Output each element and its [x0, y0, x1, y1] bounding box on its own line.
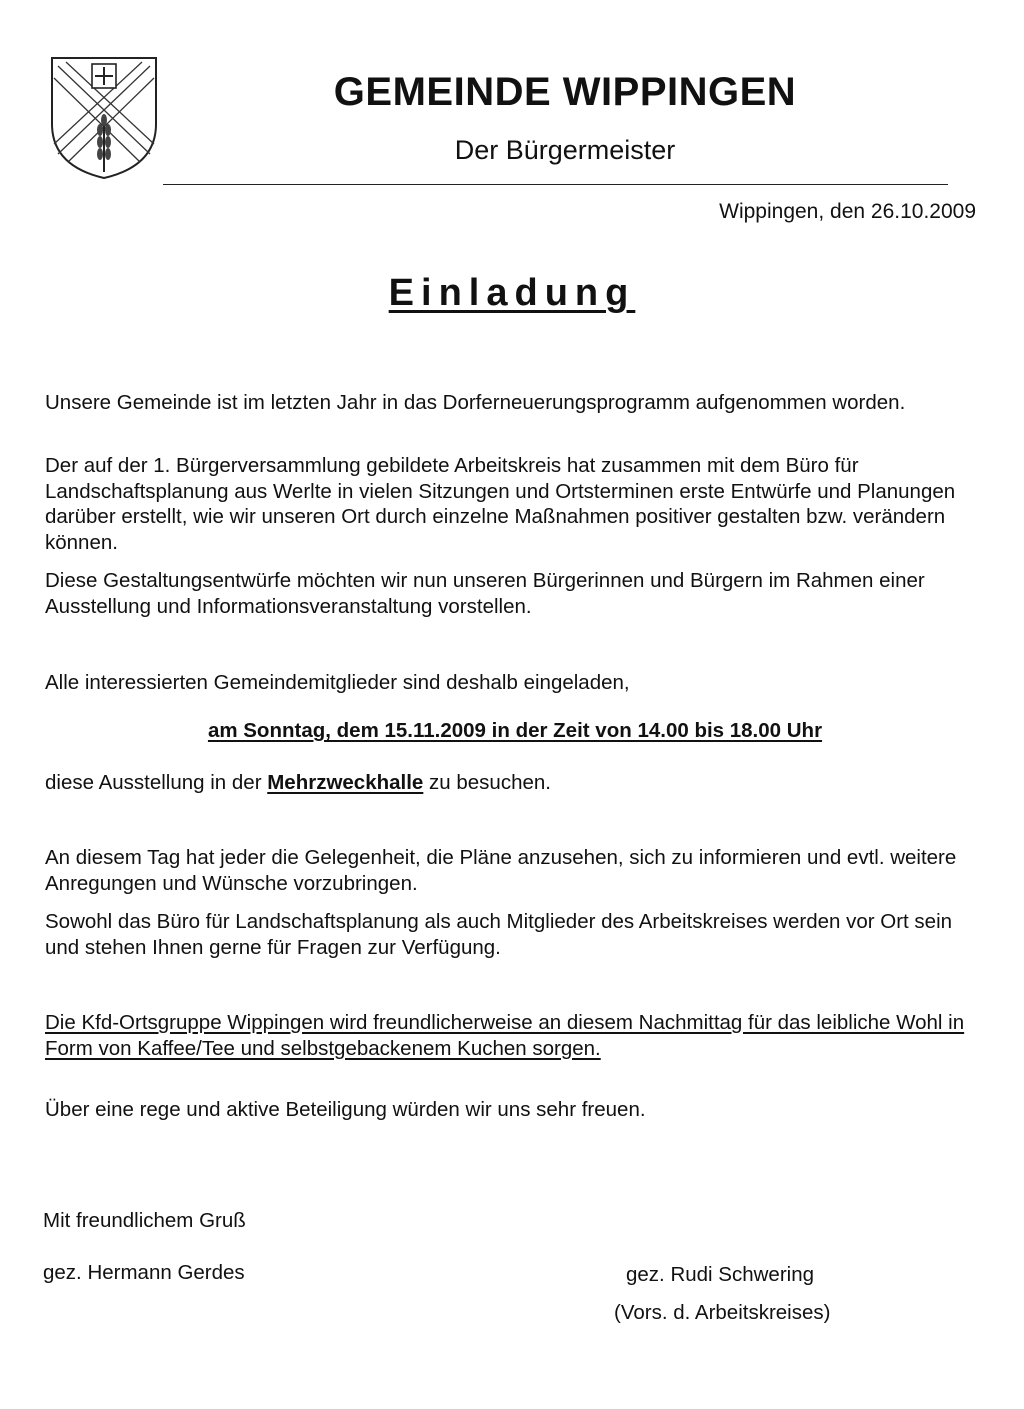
- signature-left: gez. Hermann Gerdes: [43, 1261, 245, 1284]
- document-title: [0, 270, 1024, 316]
- paragraph-staff: Sowohl das Büro für Landschaftsplanung als auch Mitglieder des Arbeitskreises werden vor Ort sein und stehen Ihnen gerne für Fragen zur Verfügung.: [45, 910, 953, 959]
- header-divider: [163, 184, 948, 185]
- signature-right-role: (Vors. d. Arbeitskreises): [614, 1301, 831, 1324]
- paragraph-exhibition: Diese Gestaltungsentwürfe möchten wir nun unseren Bürgerinnen und Bürgern im Rahmen einer Ausstellung und Informationsveranstaltung vorstellen.: [45, 569, 925, 618]
- paragraph-intro: Unsere Gemeinde ist im letzten Jahr in das Dorferneuerungsprogramm aufgenommen worden.: [45, 391, 906, 414]
- venue-text-after: zu besuchen.: [423, 771, 551, 794]
- paragraph-venue: [45, 770, 985, 796]
- paragraph-closing-wish: Über eine rege und aktive Beteiligung würden wir uns sehr freuen.: [45, 1098, 646, 1121]
- paragraph-catering: [45, 1010, 980, 1061]
- venue-text-before: diese Ausstellung in der: [45, 771, 268, 794]
- date-line: Wippingen, den 26.10.2009: [719, 200, 976, 223]
- organization-subtitle: Der Bürgermeister: [454, 135, 676, 165]
- greeting: Mit freundlichem Gruß: [43, 1209, 246, 1232]
- document-title-text: Einladung: [388, 272, 636, 314]
- paragraph-work-group: Der auf der 1. Bürgerversammlung gebildete Arbeitskreis hat zusammen mit dem Büro für Landschaftsplanung aus Werlte in vielen Sitzungen und Ortsterminen erste Entwürfe und Planungen darüber erstellt, wie wir unseren Ort durch einzelne Maßnahmen positiver gestalten bzw. verändern können.: [45, 454, 956, 554]
- coat-of-arms-icon: [48, 54, 160, 182]
- paragraph-invitation: Alle interessierten Gemeindemitglieder sind deshalb eingeladen,: [45, 671, 630, 694]
- event-date-line: am Sonntag, dem 15.11.2009 in der Zeit von 14.00 bis 18.00 Uhr: [207, 719, 823, 742]
- catering-text: Die Kfd-Ortsgruppe Wippingen wird freundlicherweise an diesem Nachmittag für das leibliche Wohl in Form von Kaffee/Tee und selbstgebackenem Kuchen sorgen.: [45, 1011, 965, 1060]
- organization-name: GEMEINDE WIPPINGEN: [333, 70, 797, 114]
- venue-name: Mehrzweckhalle: [267, 771, 424, 794]
- paragraph-opportunity: An diesem Tag hat jeder die Gelegenheit, die Pläne anzusehen, sich zu informieren und evtl. weitere Anregungen und Wünsche vorzubringen.: [45, 846, 957, 895]
- signature-right: gez. Rudi Schwering: [626, 1263, 815, 1286]
